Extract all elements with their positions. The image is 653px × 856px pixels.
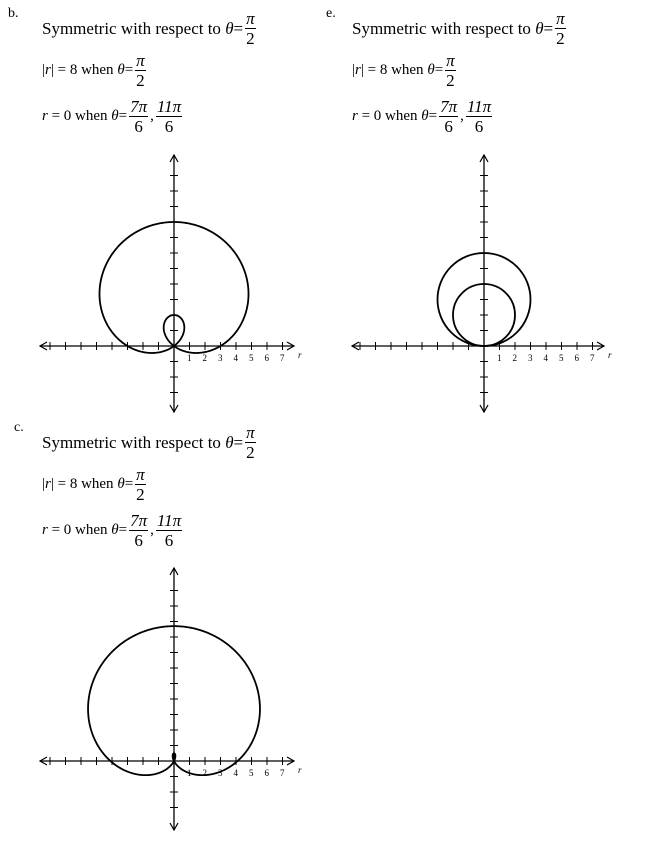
x-tick-label: 5 (249, 353, 254, 363)
zero-text: = 0 when (51, 108, 108, 124)
x-tick-label: 1 (187, 768, 192, 778)
max-text: | = 8 when (50, 62, 114, 78)
symmetry-line: Symmetric with respect to θ = $\frac{\pi}{2}$ (352, 9, 565, 48)
x-tick-label: 2 (202, 353, 207, 363)
symmetry-line: Symmetric with respect to θ = $\frac{\pi}{2}$ (42, 423, 255, 462)
fraction: $\frac{\pi}{2}$ (246, 9, 255, 48)
x-tick-label: 2 (202, 768, 207, 778)
max-line: | r | = 8 when θ = $\frac{\pi}{2}$ (352, 51, 455, 90)
x-axis-label: r (608, 350, 612, 360)
zero-line: r = 0 when θ = $\frac{7\pi}{6}$ , $\frac{11\pi}{6}$ (352, 97, 492, 136)
x-tick-label: 7 (590, 353, 595, 363)
x-axis-label: r (298, 350, 302, 360)
x-tick-label: 3 (218, 768, 223, 778)
x-tick-label: 1 (497, 353, 502, 363)
x-tick-label: 5 (559, 353, 564, 363)
problem-label: e. (326, 6, 336, 21)
x-axis-label: r (298, 765, 302, 775)
x-tick-label: 6 (574, 353, 579, 363)
x-tick-label: 4 (543, 353, 548, 363)
x-tick-label: 2 (512, 353, 517, 363)
x-tick-label: 3 (528, 353, 533, 363)
problem-label: c. (14, 420, 24, 435)
problem-label: b. (8, 6, 19, 21)
x-tick-label: 7 (280, 353, 285, 363)
x-tick-label: 6 (264, 768, 269, 778)
x-tick-label: 6 (264, 353, 269, 363)
max-line: | r | = 8 when θ = $\frac{\pi}{2}$ (42, 465, 145, 504)
zero-line: r = 0 when θ = $\frac{7\pi}{6}$ , $\frac{11\pi}{6}$ (42, 97, 182, 136)
x-tick-label: 3 (218, 353, 223, 363)
x-tick-label: 4 (233, 353, 238, 363)
symmetry-line: Symmetric with respect to θ = $\frac{\pi}{2}$ (42, 9, 255, 48)
zero-line: r = 0 when θ = $\frac{7\pi}{6}$ , $\frac{11\pi}{6}$ (42, 511, 182, 550)
x-tick-label: 1 (187, 353, 192, 363)
symmetry-text: Symmetric with respect to (42, 18, 221, 38)
theta-symbol: θ (225, 18, 234, 38)
x-tick-label: 7 (280, 768, 285, 778)
x-tick-label: 4 (233, 768, 238, 778)
max-line: | r | = 8 when θ = $\frac{\pi}{2}$ (42, 51, 145, 90)
x-tick-label: 5 (249, 768, 254, 778)
